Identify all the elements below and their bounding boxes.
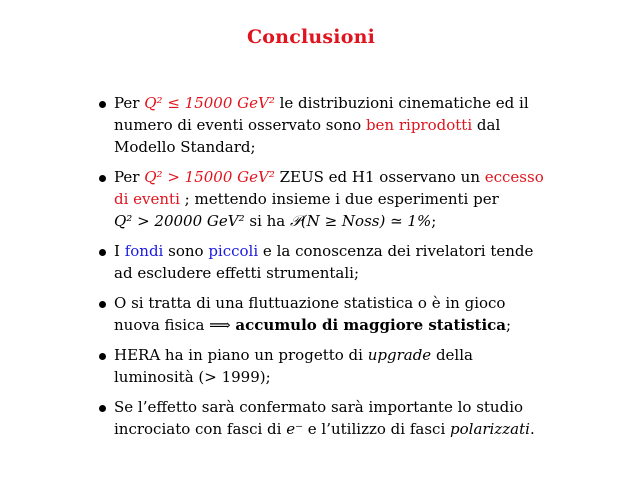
italic-text: upgrade xyxy=(367,346,432,364)
bullet-text: sono xyxy=(163,242,209,260)
slide-title: Conclusioni xyxy=(246,26,376,48)
bold-text: accumulo di maggiore statistica xyxy=(235,316,507,334)
bullet-icon xyxy=(99,175,106,182)
bullet-text: Per xyxy=(114,94,145,112)
bullet-text: O si tratta di una fluttuazione statistica o è in gioco nuova fisica ⟹ xyxy=(114,294,506,334)
list-item xyxy=(92,166,544,232)
list-item xyxy=(92,92,544,158)
bullet-text: Se l’effetto sarà confermato sarà importante lo studio incrociato con fasci di xyxy=(114,398,524,438)
italic-text: polarizzati xyxy=(450,420,530,438)
math-expression: Q² ≤ 15000 GeV² xyxy=(144,94,275,112)
bullet-icon xyxy=(99,101,106,108)
bullet-text: I xyxy=(114,242,125,260)
bullet-text: Per xyxy=(114,168,145,186)
bullet-text: dal Modello Standard; xyxy=(114,116,501,156)
bullet-text: ; xyxy=(506,316,512,334)
highlight-text: fondi xyxy=(124,242,164,260)
bullet-text: HERA ha in piano un progetto di xyxy=(114,346,368,364)
bullet-icon xyxy=(99,249,106,256)
list-item xyxy=(92,240,544,284)
bullet-text: . xyxy=(529,420,535,438)
math-expression: 𝒫(N ≥ Noss) ≃ 1% xyxy=(290,212,432,230)
bullet-text: della luminosità (> 1999); xyxy=(114,346,473,386)
bullet-text: le distribuzioni cinematiche ed il numero di eventi osservato sono xyxy=(114,94,529,134)
math-expression: e⁻ xyxy=(286,420,304,438)
bullet-icon xyxy=(99,405,106,412)
bullet-text: ; mettendo insieme i due esperimenti per xyxy=(179,190,499,208)
highlight-text: eccesso di eventi xyxy=(114,168,544,208)
bullet-icon xyxy=(99,301,106,308)
bullet-text: e l’utilizzo di fasci xyxy=(303,420,451,438)
list-item xyxy=(92,344,544,388)
bullet-text: si ha xyxy=(244,212,291,230)
bullet-text: e la conoscenza dei rivelatori tende ad escludere effetti strumentali; xyxy=(114,242,534,282)
conclusions-list xyxy=(92,92,544,448)
math-expression: Q² > 20000 GeV² xyxy=(114,212,245,230)
math-expression: Q² > 15000 GeV² xyxy=(144,168,275,186)
bullet-text: ZEUS ed H1 osservano un xyxy=(274,168,485,186)
list-item xyxy=(92,396,544,440)
list-item xyxy=(92,292,544,336)
bullet-icon xyxy=(99,353,106,360)
highlight-text: ben riprodotti xyxy=(365,116,473,134)
highlight-text: piccoli xyxy=(208,242,259,260)
bullet-text: ; xyxy=(431,212,437,230)
